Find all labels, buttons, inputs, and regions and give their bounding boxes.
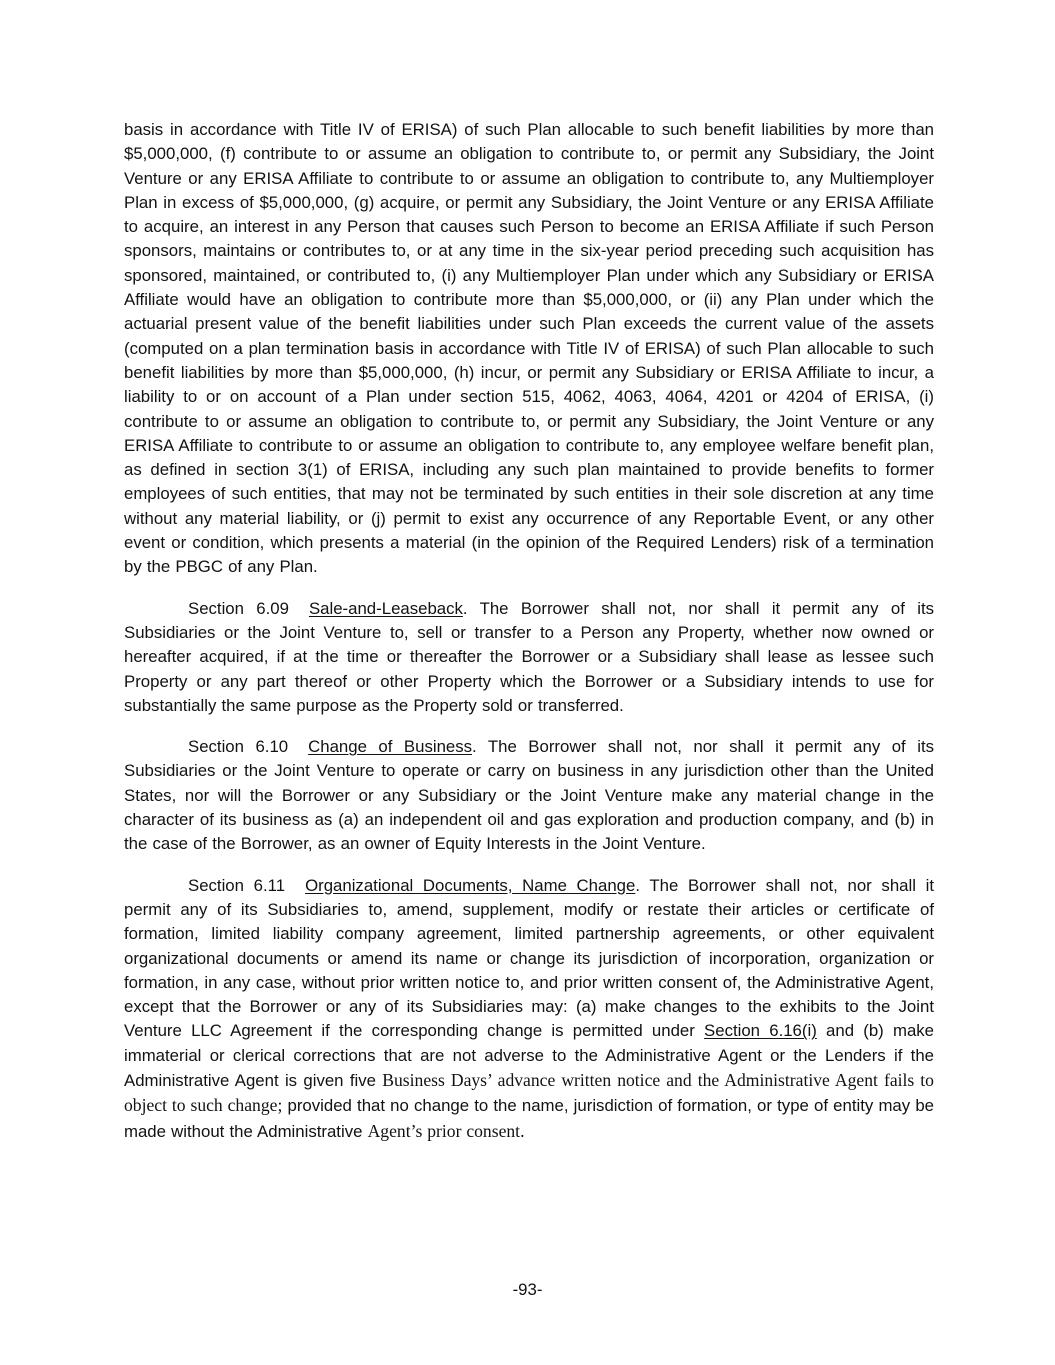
section-611-label: Section 6.11 [188, 875, 286, 895]
continuation-paragraph: basis in accordance with Title IV of ERISA) of such Plan allocable to such benefit liabilities by more than $5,000,000, (f) contribute to or assume an obligation to contribute to, or permit any Subsidiary, the Joint Venture or any ERISA Affiliate to contribute to or assume an obligation to contribute to, any Multiemployer Plan in excess of $5,000,000, (g) acquire, or permit any Subsidiary, the Joint Venture or any ERISA Affiliate to acquire, an interest in any Person that causes such Person to become an ERISA Affiliate if such Person sponsors, maintains or contributes to, or at any time in the six-year period preceding such acquisition has sponsored, maintained, or contributed to, (i) any Multiemployer Plan under which any Subsidiary or ERISA Affiliate would have an obligation to contribute more than $5,000,000, or (ii) any Plan under which the actuarial present value of the benefit liabilities under such Plan exceeds the current value of the assets (computed on a plan termination basis in accordance with Title IV of ERISA) of such Plan allocable to such benefit liabilities by more than $5,000,000, (h) incur, or permit any Subsidiary or ERISA Affiliate to incur, a liability to or on account of a Plan under section 515, 4062, 4063, 4064, 4201 or 4204 of ERISA, (i) contribute to or assume an obligation to contribute to, or permit any Subsidiary, the Joint Venture or any ERISA Affiliate to contribute to or assume an obligation to contribute to, any employee welfare benefit plan, as defined in section 3(1) of ERISA, including any such plan maintained to provide benefits to former employees of such entities, that may not be terminated by such entities in their sole discretion at any time without any material liability, or (j) permit to exist any occurrence of any Reportable Event, or any other event or condition, which presents a material (in the opinion of the Required Lenders) risk of a termination by the PBGC of any Plan. [124, 120, 934, 577]
section-610-label: Section 6.10 [188, 737, 289, 757]
section-609-body: . The Borrower shall not, nor shall it permit any of its Subsidiaries or the Joint Venture to, sell or transfer to a Person any Property, whether now owned or hereafter acquired, if at the time or thereafter the Borrower or a Subsidiary shall lease as lessee such Property or any part thereof or other Property which the Borrower or a Subsidiary intends to use for substantially the same purpose as the Property sold or transferred. [124, 598, 934, 715]
section-611-body-part2: and (b) make immaterial or clerical corrections that are not adverse to the Administrative Agent or the Lenders if the Administrative Agent is given five [124, 1021, 934, 1090]
section-609-paragraph [124, 597, 934, 718]
section-609-label: Section 6.09 [188, 598, 289, 618]
section-611-serif-segment-2: Agent’s prior consent. [367, 1120, 525, 1141]
section-611-paragraph [124, 874, 934, 1144]
cross-reference-section-616i: Section 6.16(i) [704, 1021, 817, 1041]
section-609-title: Sale-and-Leaseback [308, 598, 463, 618]
section-610-paragraph [124, 735, 934, 856]
page-number: -93- [512, 1280, 543, 1299]
section-611-serif-segment-1: Business Days’ advance written notice and the Administrative Agent fails to object to such change; [124, 1069, 934, 1116]
section-610-title: Change of Business [308, 737, 473, 757]
section-611-title: Organizational Documents, Name Change [305, 875, 636, 895]
section-610-body: . The Borrower shall not, nor shall it permit any of its Subsidiaries or the Joint Venture to operate or carry on business in any jurisdiction other than the United States, nor will the Borrower or any Subsidiary or the Joint Venture make any material change in the character of its business as (a) an independent oil and gas exploration and production company, and (b) in the case of the Borrower, as an owner of Equity Interests in the Joint Venture. [124, 737, 934, 854]
page-content [124, 118, 934, 1144]
section-611-body-part1: . The Borrower shall not, nor shall it permit any of its Subsidiaries to, amend, supplement, modify or restate their articles or certificate of formation, limited liability company agreement, limited partnership agreements, or other equivalent organizational documents or amend its name or change its jurisdiction of incorporation, organization or formation, in any case, without prior written notice to, and prior written consent of, the Administrative Agent, except that the Borrower or any of its Subsidiaries may: (a) make changes to the exhibits to the Joint Venture LLC Agreement if the corresponding change is permitted under [124, 875, 934, 1041]
section-611-body-part3: provided that no change to the name, jurisdiction of formation, or type of entity may be made without the Administrative [124, 1096, 934, 1141]
